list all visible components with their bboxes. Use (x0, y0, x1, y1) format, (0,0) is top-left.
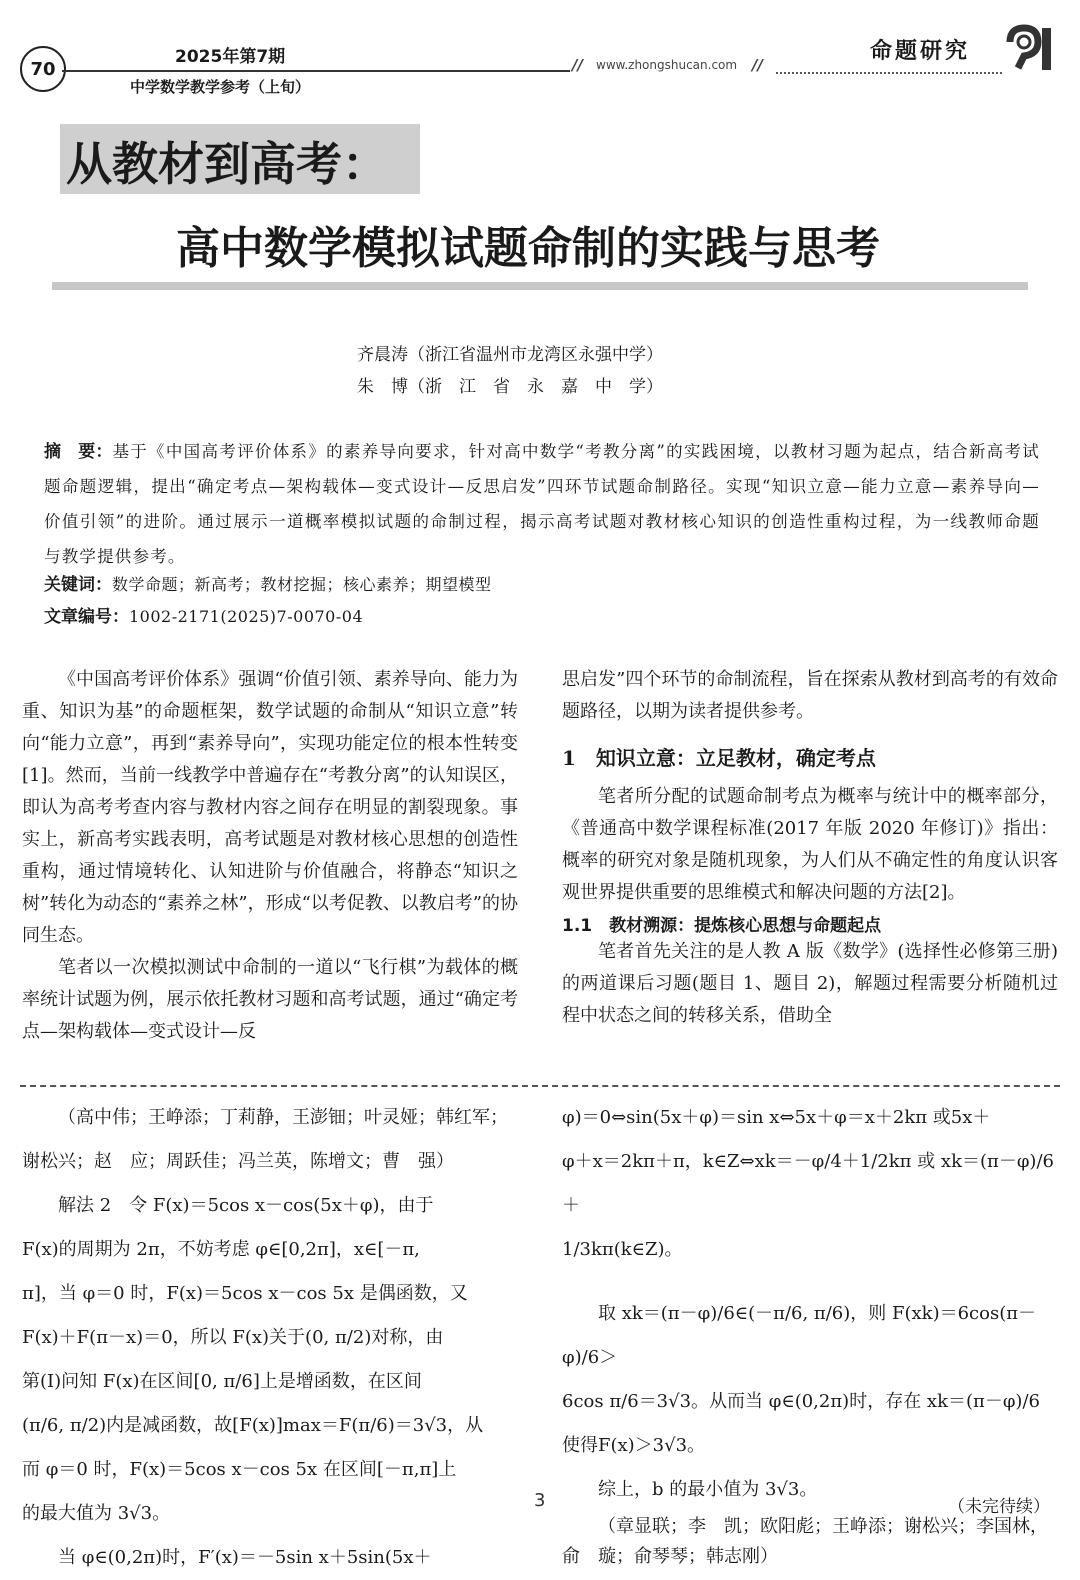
text-line: 6cos π/6＝3√3。从而当 φ∈(0,2π)时，存在 xk＝(π－φ)/6 (562, 1391, 1040, 1412)
website-url: www.zhongshucan.com (596, 58, 738, 72)
keywords (44, 570, 492, 595)
article-number-label: 文章编号： (44, 607, 129, 627)
journal-logo-icon (1004, 22, 1056, 74)
section-separator (20, 1085, 1060, 1087)
text-line: 当 φ∈(0,2π)时，F′(x)＝－5sin x＋5sin(5x＋ (58, 1547, 432, 1568)
stray-mark: 3 (534, 1490, 546, 1511)
text-line: 俞 璇；俞琴琴；韩志刚） (562, 1546, 778, 1567)
text-line: 第(Ⅰ)问知 F(x)在区间[0, π/6]上是增函数，在区间 (22, 1371, 422, 1392)
text-line: 解法 2 令 F(x)＝5cos x－cos(5x＋φ)，由于 (58, 1195, 434, 1216)
text-line: 而 φ＝0 时，F(x)＝5cos x－cos 5x 在区间[－π,π]上 (22, 1459, 457, 1480)
author-2 (357, 372, 663, 397)
text-line: π]，当 φ＝0 时，F(x)＝5cos x－cos 5x 是偶函数，又 (22, 1283, 468, 1304)
header-rule (62, 70, 570, 72)
paragraph: 《中国高考评价体系》强调“价值引领、素养导向、能力为重、知识为基”的命题框架，数学试题的命制从“知识立意”转向“能力立意”，再到“素养导向”，实现功能定位的根本性转变[1]。然而，当前一线教学中普遍存在“考教分离”的认知误区，即认为高考考查内容与教材内容之间存在明显的割裂现象。事实上，新高考实践表明，高考试题是对教材核心思想的创造性重构，通过情境转化、认知进阶与价值融合，将静态“知识之树”转化为动态的“素养之林”，形成“以考促教、以教启考”的协同生态。 (22, 669, 519, 946)
dotted-rule (776, 72, 1026, 74)
lower-left-column (22, 1096, 522, 1580)
article-title-line1: 从教材到高考： (66, 137, 388, 191)
slash-divider-left: // (572, 56, 583, 74)
text-line: 1/3kπ(k∈Z)。 (562, 1239, 683, 1260)
title-underline-bar (52, 282, 1028, 290)
section-heading: 1 知识立意：立足教材，确定考点 (562, 746, 876, 770)
column-name: 命题研究 (870, 38, 971, 64)
abstract-label: 摘 要： (44, 442, 113, 462)
keywords-label: 关键词： (44, 575, 112, 595)
page-number: 70 (20, 46, 66, 92)
author-affiliation: （浙江省温州市龙湾区永强中学） (408, 345, 663, 365)
abstract (44, 434, 1040, 574)
text-line: 谢松兴；赵 应；周跃佳；冯兰英，陈增文；曹 强） (22, 1151, 454, 1172)
article-title-line2: 高中数学模拟试题命制的实践与思考 (176, 223, 880, 274)
article-number (44, 602, 363, 627)
paragraph: 笔者所分配的试题命制考点为概率与统计中的概率部分，《普通高中数学课程标准(2017 年版 2020 年修订)》指出：概率的研究对象是随机现象，为人们从不确定性的角度认识客观世界提供重要的思维模式和解决问题的方法[2]。 (562, 786, 1058, 903)
text-line: F(x)＋F(π－x)＝0，所以 F(x)关于(0, π/2)对称，由 (22, 1327, 444, 1348)
journal-name: 中学数学教学参考（上旬） (130, 78, 311, 96)
text-line: （高中伟；王峥添；丁莉静，王澎钿；叶灵娅；韩红军； (58, 1107, 508, 1128)
text-line: 综上，b 的最小值为 3√3。 (598, 1479, 818, 1500)
paragraph: 笔者首先关注的是人教 A 版《数学》(选择性必修第三册)的两道课后习题(题目 1、题目 2)，解题过程需要分析随机过程中状态之间的转移关系，借助全 (562, 941, 1058, 1026)
author-name: 齐晨涛 (357, 345, 408, 365)
article-number-text: 1002-2171(2025)7-0070-04 (129, 607, 364, 626)
author-name: 朱 博 (357, 377, 408, 397)
paragraph: 笔者以一次模拟测试中命制的一道以“飞行棋”为载体的概率统计试题为例，展示依托教材习题和高考试题，通过“确定考点—架构载体—变式设计—反 (22, 957, 518, 1042)
author-1 (357, 340, 663, 365)
paragraph: 思启发”四个环节的命制流程，旨在探索从教材到高考的有效命题路径，以期为读者提供参考。 (562, 669, 1058, 722)
text-line: (π/6, π/2)内是减函数，故[F(x)]max＝F(π/6)＝3√3，从 (22, 1415, 484, 1436)
abstract-text: 基于《中国高考评价体系》的素养导向要求，针对高中数学“考教分离”的实践困境，以教材习题为起点，结合新高考试题命题逻辑，提出“确定考点—架构载体—变式设计—反思启发”四环节试题命制路径。实现“知识立意—能力立意—素养导向—价值引领”的进阶。通过展示一道概率模拟试题的命制过程，揭示高考试题对教材核心知识的创造性重构过程，为一线教师命题与教学提供参考。 (44, 442, 1040, 566)
text-line: 使得F(x)＞3√3。 (562, 1435, 706, 1456)
subsection-heading: 1.1 教材溯源：提炼核心思想与命题起点 (562, 916, 882, 936)
slash-divider-right: // (752, 56, 763, 74)
keywords-text: 数学命题；新高考；教材挖掘；核心素养；期望模型 (112, 575, 492, 594)
text-line: φ＋x＝2kπ＋π，k∈Z⇔xk＝－φ/4＋1/2kπ 或 xk＝(π－φ)/6＋ (562, 1151, 1054, 1216)
text-line: 的最大值为 3√3。 (22, 1503, 171, 1524)
right-column (562, 664, 1058, 1032)
left-column (22, 664, 518, 1048)
text-line: φ)＝0⇔sin(5x＋φ)＝sin x⇔5x＋φ＝x＋2kπ 或5x＋ (562, 1107, 991, 1128)
text-line: 取 xk＝(π－φ)/6∈(－π/6, π/6)，则 F(xk)＝6cos(π－φ)/6＞ (562, 1303, 1037, 1368)
text-line: F(x)的周期为 2π，不妨考虑 φ∈[0,2π]，x∈[－π, (22, 1239, 420, 1260)
to-be-continued: （未完待续） (948, 1497, 1050, 1517)
text-line: （章显联；李 凯；欧阳彪；王峥添；谢松兴；李国林， (598, 1516, 1048, 1537)
author-affiliation: （浙 江 省 永 嘉 中 学） (408, 377, 663, 397)
issue-label: 2025年第7期 (175, 47, 286, 67)
